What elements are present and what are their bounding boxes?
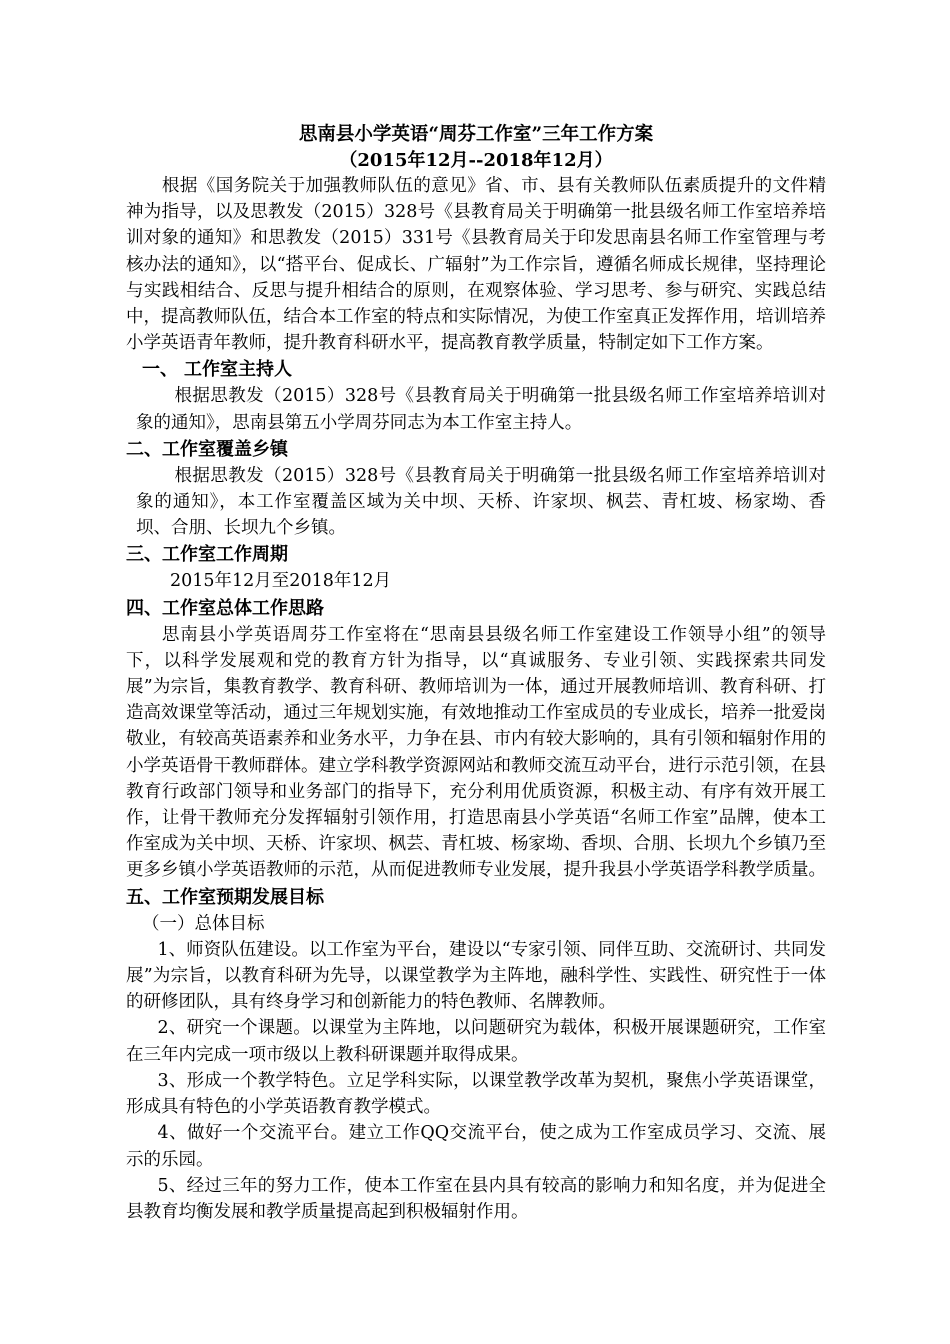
- goal-item-2: 2、研究一个课题。以课堂为主阵地，以问题研究为载体，积极开展课题研究，工作室在三年内完成一项市级以上教科研课题并取得成果。: [126, 1018, 826, 1065]
- section-2-heading: 二、工作室覆盖乡镇: [126, 438, 288, 460]
- section-1-body: 根据思教发（2015）328号《县教育局关于明确第一批县级名师工作室培养培训对象的通知》，思南县第五小学周芬同志为本工作室主持人。: [136, 386, 826, 433]
- goal-item-5: 5、经过三年的努力工作，使本工作室在县内具有较高的影响力和知名度，并为促进全县教育均衡发展和教学质量提高起到积极辐射作用。: [126, 1175, 826, 1222]
- goal-item-4: 4、做好一个交流平台。建立工作QQ交流平台，使之成为工作室成员学习、交流、展示的乐园。: [126, 1123, 826, 1170]
- section-2-body: 根据思教发（2015）328号《县教育局关于明确第一批县级名师工作室培养培训对象的通知》，本工作室覆盖区域为关中坝、天桥、许家坝、枫芸、青杠坡、杨家坳、香坝、合朋、长坝九个乡镇。: [136, 465, 826, 539]
- section-5-heading: 五、工作室预期发展目标: [126, 886, 324, 908]
- section-1-number: 一、: [142, 359, 178, 381]
- document-page: [126, 120, 826, 1225]
- goal-item-3: 3、形成一个教学特色。立足学科实际，以课堂教学改革为契机，聚焦小学英语课堂，形成具有特色的小学英语教育教学模式。: [126, 1070, 826, 1118]
- section-3-heading: 三、工作室工作周期: [126, 544, 288, 566]
- section-5-subheading: （一）总体目标: [142, 913, 265, 934]
- section-2-block: [126, 463, 826, 542]
- section-1-title: 工作室主持人: [184, 359, 292, 381]
- section-1-heading: [126, 357, 826, 383]
- goal-item-1: 1、师资队伍建设。以工作室为平台，建设以“专家引领、同伴互助、交流研讨、共同发展”为宗旨，以教育科研为先导，以课堂教学为主阵地，融科学性、实践性、研究性于一体的研修团队，具有终身学习和创新能力的特色教师、名牌教师。: [126, 939, 826, 1013]
- intro-paragraph: 根据《国务院关于加强教师队伍的意见》省、市、县有关教师队伍素质提升的文件精神为指导，以及思教发（2015）328号《县教育局关于明确第一批县级名师工作室培养培训对象的通知》和思教发（2015）331号《县教育局关于印发思南县名师工作室管理与考核办法的通知》，以“搭平台、促成长、广辐射”为工作宗旨，遵循名师成长规律，坚持理论与实践相结合、反思与提升相结合的原则，在观察体验、学习思考、参与研究、实践总结中，提高教师队伍，结合本工作室的特点和实际情况，为使工作室真正发挥作用，培训培养小学英语青年教师，提升教育科研水平，提高教育教学质量，特制定如下工作方案。: [126, 176, 826, 354]
- section-4-heading: 四、工作室总体工作思路: [126, 597, 324, 619]
- section-4-body: 思南县小学英语周芬工作室将在“思南县县级名师工作室建设工作领导小组”的领导下，以科学发展观和党的教育方针为指导，以“真诚服务、专业引领、实践探索共同发展”为宗旨，集教育教学、教育科研、教师培训为一体，通过开展教师培训、教育科研、打造高效课堂等活动，通过三年规划实施，有效地推动工作室成员的专业成长，培养一批爱岗敬业，有较高英语素养和业务水平，力争在县、市内有较大影响的，具有引领和辐射作用的小学英语骨干教师群体。建立学科教学资源网站和教师交流互动平台，进行示范引领，在县教育行政部门领导和业务部门的指导下，充分利用优质资源，积极主动、有序有效开展工作，让骨干教师充分发挥辐射引领作用，打造思南县小学英语“名师工作室”品牌，使本工作室成为关中坝、天桥、许家坝、枫芸、青杠坡、杨家坳、香坝、合朋、长坝九个乡镇乃至更多乡镇小学英语教师的示范，从而促进教师专业发展，提升我县小学英语学科教学质量。: [126, 624, 826, 881]
- section-1-block: [126, 383, 826, 435]
- document-title: 思南县小学英语“周芬工作室”三年工作方案: [298, 124, 654, 145]
- document-subtitle: （2015年12月--2018年12月）: [339, 150, 613, 171]
- section-3-body: 2015年12月至2018年12月: [170, 571, 392, 592]
